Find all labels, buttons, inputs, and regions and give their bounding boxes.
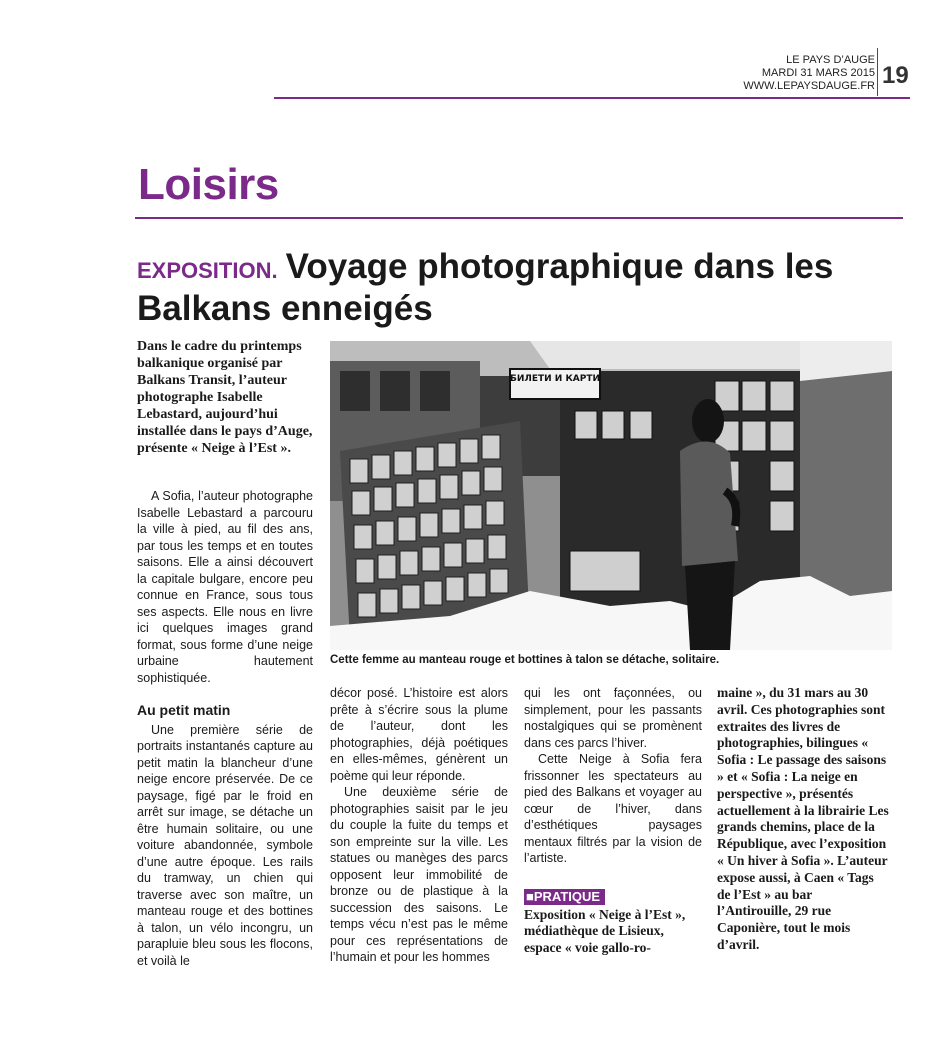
kiosk-sign-text: БИЛЕТИ И КАРТИ — [509, 374, 601, 384]
intro-paragraph: A Sofia, l’auteur photographe Isabelle Lebastard a parcouru la ville à pied, au fil des ans, par tous les temps et en toutes saisons. Elle a ainsi découvert la capitale bulgare, encore peu connue en France, sous tous ses aspects. Elle nous en livre ici quelques images grand format, sous forme d’une neige urbaine hautement sophistiquée. — [137, 489, 313, 685]
section-rule — [135, 217, 903, 219]
paragraph: décor posé. L’histoire est alors prête à s’écrire sous la plume de l’auteur, dont les photographies, déjà poétiques en elles-mêmes, génèrent un poème qui leur réponde. — [330, 686, 508, 783]
masthead-divider — [877, 48, 878, 96]
section-title: Loisirs — [138, 160, 279, 209]
masthead — [700, 54, 875, 93]
pratique-text-continued: maine », du 31 mars au 30 avril. Ces photographies sont extraites des livres de photographies, bilingues « Sofia : Le passage des saisons » et « Sofia : La neige en perspective », présentés actuellement à la librairie Les grands chemins, place de la République, avec l’exposition « Un hiver à Sofia ». L’auteur expose aussi, à Caen « Tags de l’Est » au bar l’Antirouille, 29 rue Caponière, tout le mois d’avril. — [717, 685, 889, 952]
article-column-4 — [717, 685, 889, 954]
paper-url: WWW.LEPAYSDAUGE.FR — [743, 80, 875, 92]
masthead-rule — [274, 97, 910, 99]
headline-kicker: EXPOSITION. — [137, 258, 278, 283]
article-lead: Dans le cadre du printemps balkanique organisé par Balkans Transit, l’auteur photographe Isabelle Lebastard, aujourd’hui installée dans le pays d’Auge, présente « Neige à l’Est ». — [137, 339, 313, 456]
paper-name: LE PAYS D’AUGE — [786, 54, 875, 66]
article-column-1 — [137, 702, 313, 969]
issue-date: MARDI 31 MARS 2015 — [761, 67, 875, 79]
subheading: Au petit matin — [137, 702, 231, 718]
article-column-1-top — [137, 488, 313, 686]
article-column-3 — [524, 685, 702, 957]
article-column-2 — [330, 685, 508, 966]
paragraph: Une première série de portraits instantanés capture au petit matin la blancheur d’une neige encore préservée. De ce paysage, figé par le froid en arrêt sur image, se détache un être humain solitaire, ou une voiture abandonnée, symbole d’une autre époque. Les rails du tramway, un chien qui traverse avec son maître, un manteau rouge et des bottines à talon, un vélo incongru, un parapluie bleu sous les flocons, et voilà le — [137, 722, 313, 968]
headline-title: Voyage photographique dans les Balkans enneigés — [137, 247, 834, 328]
headline — [137, 248, 897, 328]
paragraph: Cette Neige à Sofia fera frissonner les spectateurs au pied des Balkans et voyager au cœur de l’hiver, dans d’esthétiques paysages mentaux filtrés par la vision de l’artiste. — [524, 752, 702, 865]
pratique-text: Exposition « Neige à l’Est », médiathèque de Lisieux, espace « voie gallo-ro- — [524, 906, 686, 956]
pratique-label: ■PRATIQUE — [524, 889, 605, 905]
paragraph: Une deuxième série de photographies saisit par le jeu du couple la fuite du temps et son empreinte sur la ville. Les statues ou manèges des parcs opposent leur immobilité de bronze ou de plastique à la succession des saisons. Le temps vécu n’est pas le même pour ces représentations de l’humain et pour les hommes — [330, 785, 508, 964]
page-number: 19 — [882, 62, 909, 89]
article-photo — [330, 341, 892, 650]
photo-illustration — [330, 341, 892, 650]
photo-caption: Cette femme au manteau rouge et bottines à talon se détache, solitaire. — [330, 654, 720, 666]
paragraph: qui les ont façonnées, ou simplement, pour les passants nostalgiques qui se promènent dans ces parcs l’hiver. — [524, 686, 702, 750]
